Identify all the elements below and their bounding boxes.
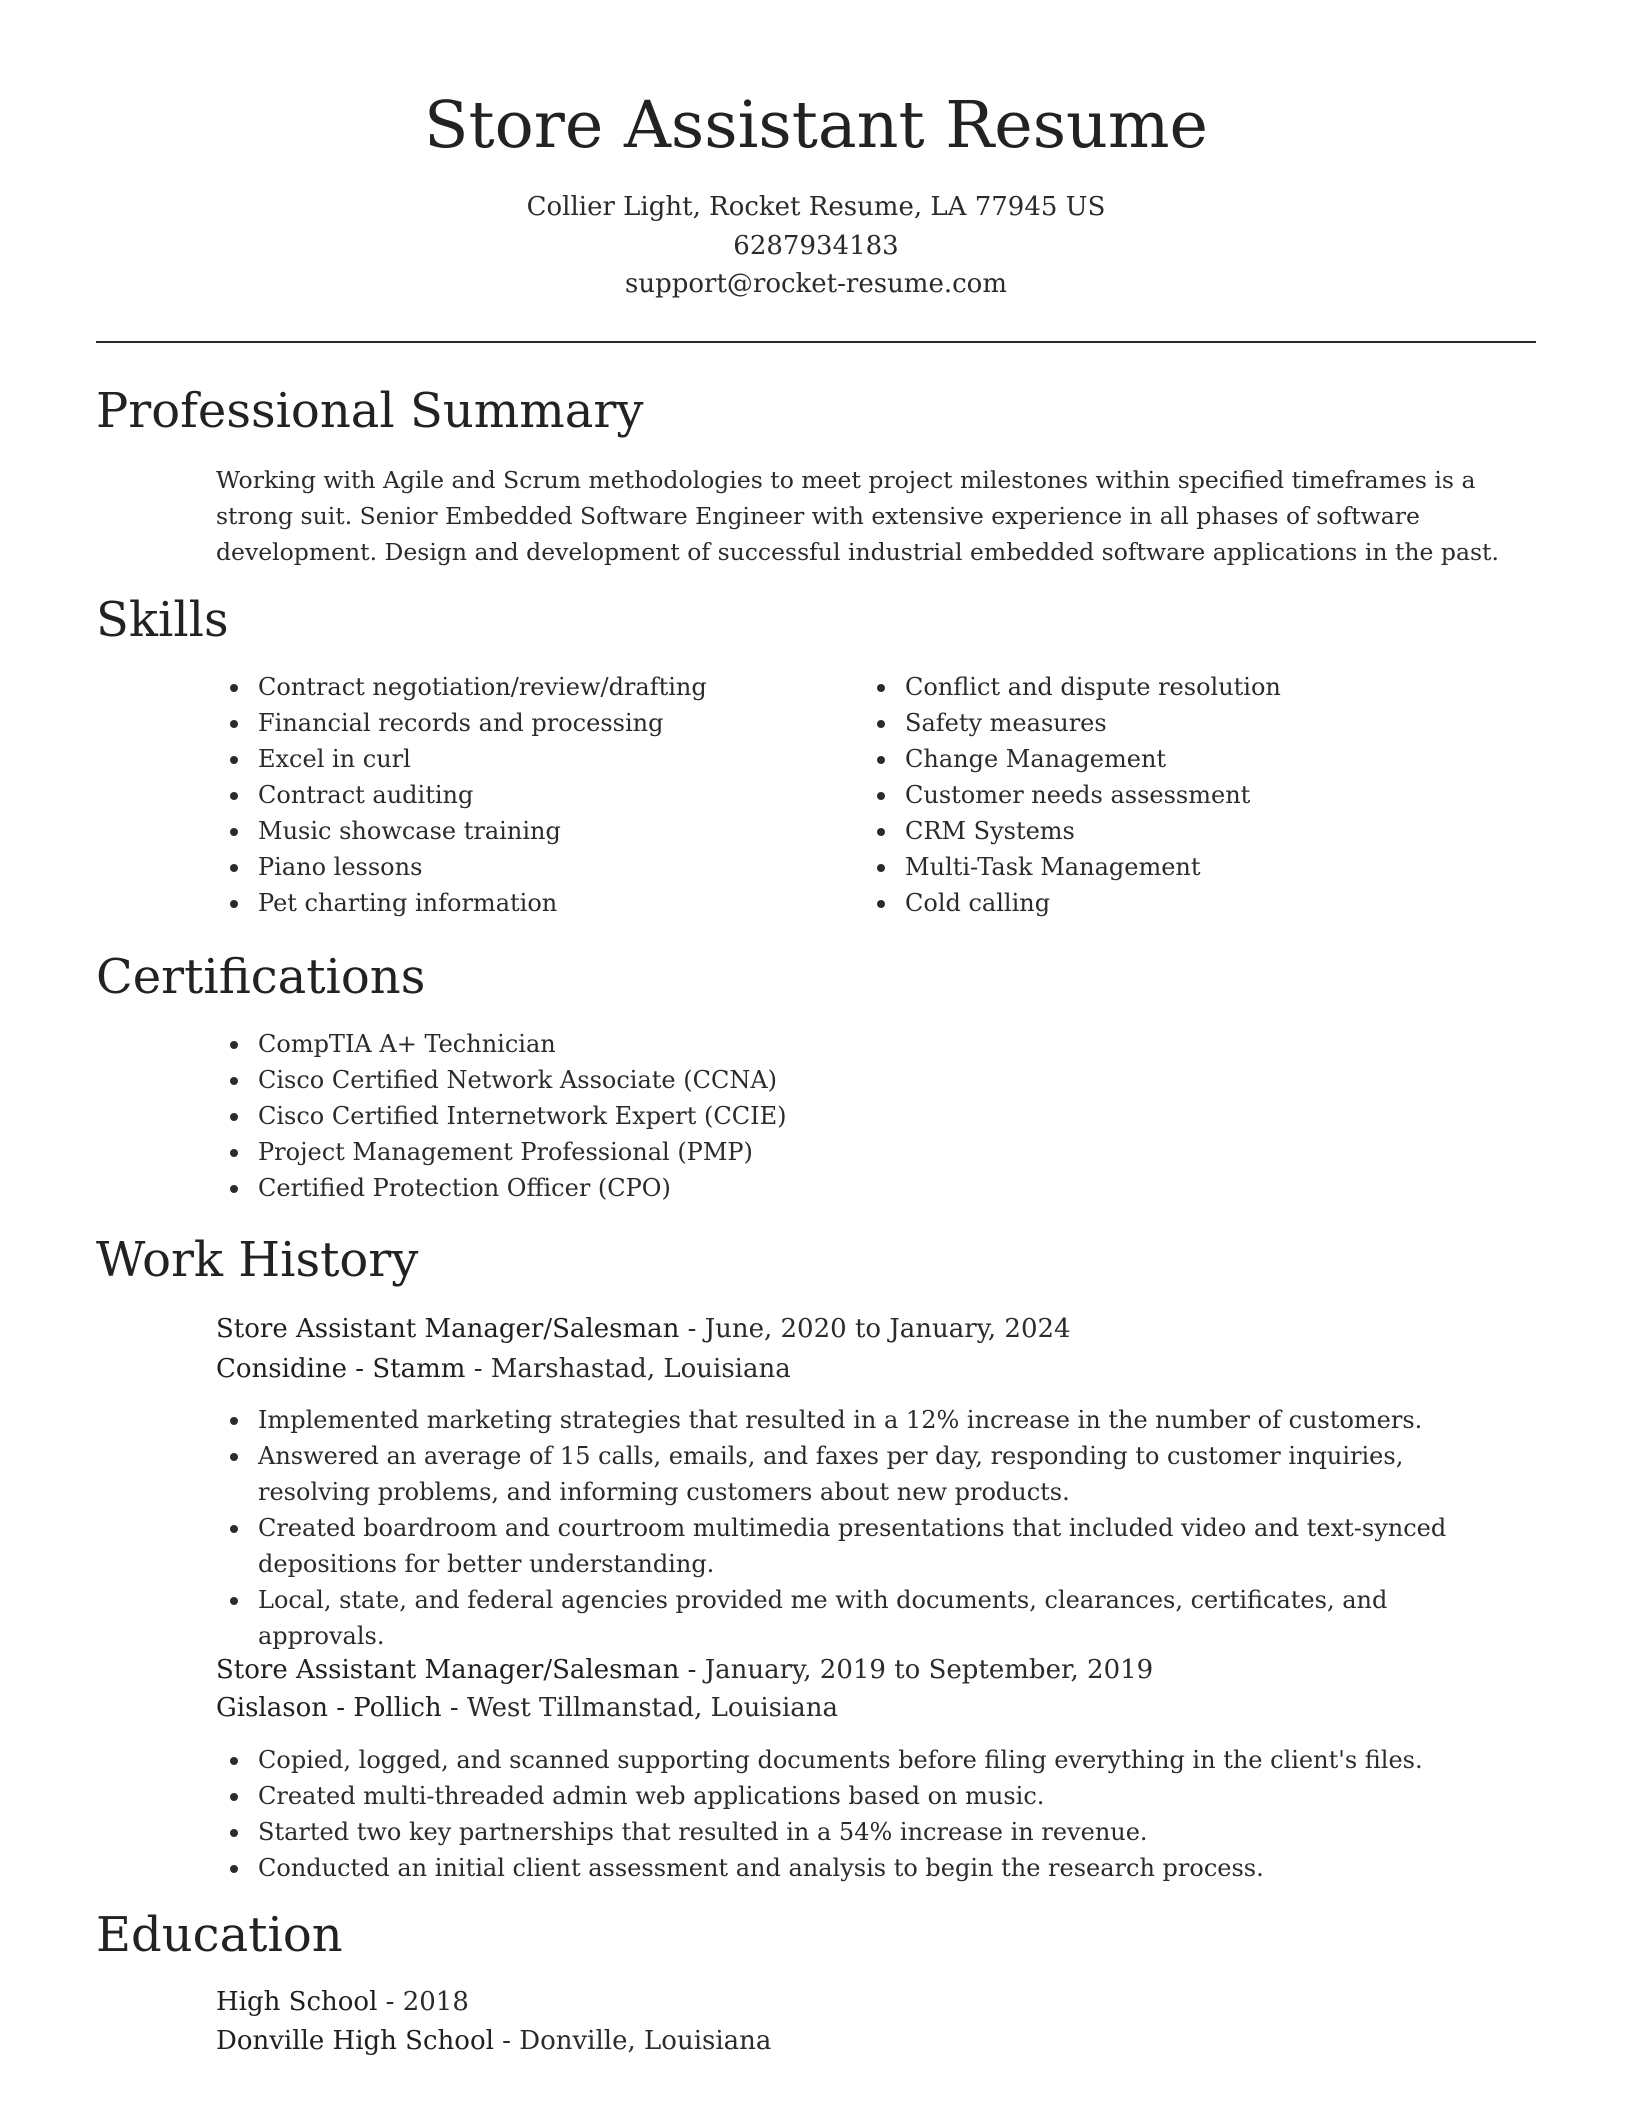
bullet-icon bbox=[230, 1417, 238, 1425]
list-item: Safety measures bbox=[861, 705, 1281, 741]
summary-heading: Professional Summary bbox=[96, 383, 644, 439]
list-item: Started two key partnerships that resulted in a 54% increase in revenue. bbox=[214, 1814, 1504, 1850]
list-item: Change Management bbox=[861, 741, 1281, 777]
bullet-icon bbox=[230, 1185, 238, 1193]
bullet-icon bbox=[877, 792, 885, 800]
contact-email: support@rocket-resume.com bbox=[624, 269, 1007, 299]
skills-list-left bbox=[214, 669, 707, 921]
education-degree: High School bbox=[216, 1987, 378, 2017]
list-item: Multi-Task Management bbox=[861, 849, 1281, 885]
bullet-icon bbox=[230, 864, 238, 872]
education-year: - 2018 bbox=[377, 1987, 469, 2017]
list-item: Cold calling bbox=[861, 885, 1281, 921]
bullet-icon bbox=[230, 1793, 238, 1801]
job-1-duties bbox=[214, 1402, 1504, 1654]
certifications-list bbox=[214, 1026, 786, 1206]
job-2-company-line bbox=[216, 1688, 838, 1728]
job-2-title: Store Assistant Manager/Salesman bbox=[216, 1655, 680, 1685]
list-item: Pet charting information bbox=[214, 885, 707, 921]
list-item: Excel in curl bbox=[214, 741, 707, 777]
list-item: Contract auditing bbox=[214, 777, 707, 813]
bullet-icon bbox=[230, 900, 238, 908]
bullet-icon bbox=[877, 684, 885, 692]
job-2-dates: - January, 2019 to September, 2019 bbox=[679, 1655, 1154, 1685]
education-location: - Donville, Louisiana bbox=[493, 2026, 772, 2056]
job-1-title-line bbox=[216, 1309, 1071, 1349]
list-item: Created multi-threaded admin web applications based on music. bbox=[214, 1778, 1504, 1814]
certifications-heading: Certifications bbox=[96, 949, 426, 1005]
bullet-icon bbox=[230, 1149, 238, 1157]
list-item: Implemented marketing strategies that resulted in a 12% increase in the number of customers. bbox=[214, 1402, 1504, 1438]
bullet-icon bbox=[877, 756, 885, 764]
list-item: Conflict and dispute resolution bbox=[861, 669, 1281, 705]
bullet-icon bbox=[877, 828, 885, 836]
job-1-title: Store Assistant Manager/Salesman bbox=[216, 1314, 680, 1344]
list-item: CompTIA A+ Technician bbox=[214, 1026, 786, 1062]
list-item: Conducted an initial client assessment and analysis to begin the research process. bbox=[214, 1850, 1504, 1886]
list-item: Project Management Professional (PMP) bbox=[214, 1134, 786, 1170]
list-item: Cisco Certified Internetwork Expert (CCIE) bbox=[214, 1098, 786, 1134]
contact-phone: 6287934183 bbox=[733, 231, 899, 261]
job-2-company: Gislason - Pollich bbox=[216, 1693, 442, 1723]
bullet-icon bbox=[230, 792, 238, 800]
education-degree-line bbox=[216, 1982, 469, 2022]
bullet-icon bbox=[230, 828, 238, 836]
bullet-icon bbox=[230, 1597, 238, 1605]
summary-text: Working with Agile and Scrum methodologies to meet project milestones within specified timeframes is a strong suit. Senior Embedded Software Engineer with extensive experience in all phases of software development. Design and development of successful industrial embedded software applications in the past. bbox=[216, 466, 1499, 566]
bullet-icon bbox=[877, 864, 885, 872]
list-item: Customer needs assessment bbox=[861, 777, 1281, 813]
list-item: Contract negotiation/review/drafting bbox=[214, 669, 707, 705]
education-school: Donville High School bbox=[216, 2026, 494, 2056]
bullet-icon bbox=[230, 684, 238, 692]
skills-list-right bbox=[861, 669, 1281, 921]
list-item: CRM Systems bbox=[861, 813, 1281, 849]
list-item: Answered an average of 15 calls, emails, and faxes per day, responding to customer inquiries, resolving problems, and informing customers about new products. bbox=[214, 1438, 1504, 1510]
skills-heading: Skills bbox=[96, 592, 229, 648]
list-item: Financial records and processing bbox=[214, 705, 707, 741]
bullet-icon bbox=[877, 720, 885, 728]
bullet-icon bbox=[230, 1865, 238, 1873]
education-heading: Education bbox=[96, 1907, 343, 1963]
job-1-company-line bbox=[216, 1349, 791, 1389]
list-item: Copied, logged, and scanned supporting documents before filing everything in the client's files. bbox=[214, 1742, 1504, 1778]
bullet-icon bbox=[230, 720, 238, 728]
job-1-company: Considine - Stamm bbox=[216, 1354, 466, 1384]
bullet-icon bbox=[230, 1113, 238, 1121]
education-school-line bbox=[216, 2021, 771, 2061]
bullet-icon bbox=[230, 1829, 238, 1837]
job-2-duties bbox=[214, 1742, 1504, 1886]
bullet-icon bbox=[230, 1041, 238, 1049]
list-item: Music showcase training bbox=[214, 813, 707, 849]
work-history-heading: Work History bbox=[96, 1232, 419, 1288]
bullet-icon bbox=[230, 1525, 238, 1533]
job-1-dates: - June, 2020 to January, 2024 bbox=[679, 1314, 1071, 1344]
list-item: Certified Protection Officer (CPO) bbox=[214, 1170, 786, 1206]
header-divider bbox=[96, 341, 1536, 343]
job-2-location: - West Tillmanstad, Louisiana bbox=[441, 1693, 839, 1723]
bullet-icon bbox=[230, 756, 238, 764]
bullet-icon bbox=[877, 900, 885, 908]
bullet-icon bbox=[230, 1757, 238, 1765]
bullet-icon bbox=[230, 1453, 238, 1461]
contact-address: Collier Light, Rocket Resume, LA 77945 US bbox=[526, 192, 1106, 222]
resume-title: Store Assistant Resume bbox=[423, 88, 1209, 163]
list-item: Local, state, and federal agencies provided me with documents, clearances, certificates, and approvals. bbox=[214, 1582, 1504, 1654]
list-item: Piano lessons bbox=[214, 849, 707, 885]
bullet-icon bbox=[230, 1077, 238, 1085]
list-item: Created boardroom and courtroom multimedia presentations that included video and text-synced depositions for better understanding. bbox=[214, 1510, 1504, 1582]
job-1-location: - Marshastad, Louisiana bbox=[465, 1354, 791, 1384]
job-2-title-line bbox=[216, 1650, 1153, 1690]
list-item: Cisco Certified Network Associate (CCNA) bbox=[214, 1062, 786, 1098]
